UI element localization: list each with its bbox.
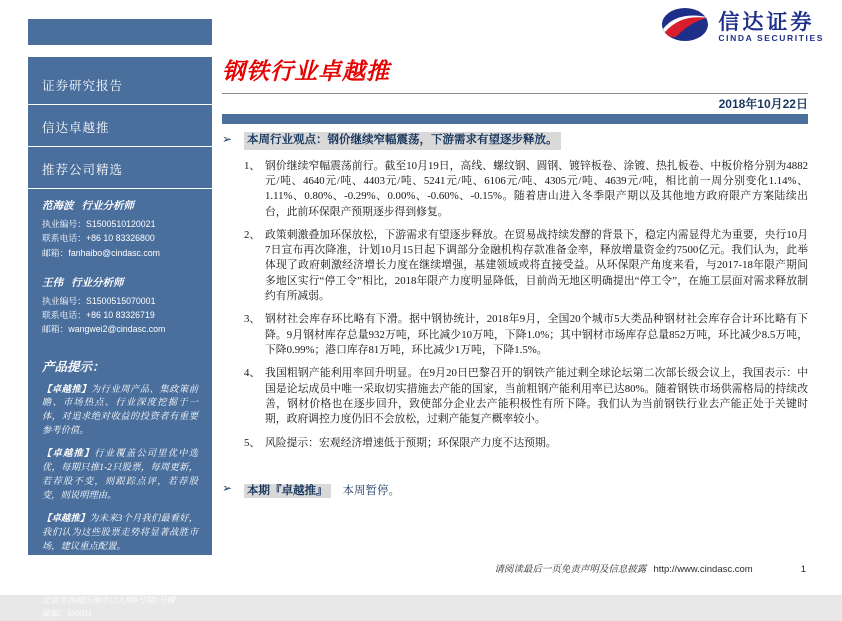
- report-body: [222, 159, 808, 452]
- sidebar: [28, 57, 212, 619]
- closing-issue-note: 本周暂停。: [342, 485, 400, 498]
- sidebar-item-series-name: 信达卓越推: [28, 105, 212, 147]
- weekly-view-row: [222, 132, 808, 150]
- report-paragraph: [244, 159, 808, 220]
- product-tip: [42, 448, 198, 504]
- tip-text: 为行业周产品、集政策前瞻、市场热点、行业深度挖掘于一体，对追求绝对收益的投资者有重要参考价值。: [42, 384, 199, 437]
- paragraph-text: 我国粗钢产能利用率回升明显。在9月20日巴黎召开的钢铁产能过剩全球论坛第二次部长级会议上，我国表示：中国是论坛成员中唯一采取切实措施去产能的国家，当前粗钢产能利用率已达80%。随着钢铁市场供需格局的持续改善，钢材价格也在逐步回升，致使部分企业去产能积极性有所下降。我们认为当前钢铁行业去产能正处于关键时期，政府调控力度仍旧不会放松，过剩产能复产概率较小。: [265, 367, 808, 426]
- report-paragraph: [244, 366, 808, 427]
- sidebar-top-bar: [28, 19, 212, 45]
- logo-name-cn: 信达证券: [718, 9, 815, 34]
- report-paragraph: [244, 312, 808, 358]
- page-title: 钢铁行业卓越推: [222, 59, 390, 84]
- logo-name-en: CINDA SECURITIES: [718, 33, 824, 44]
- arrow-bullet-icon: ➢: [222, 132, 233, 146]
- report-paragraph: [244, 436, 808, 451]
- analyst-license: 执业编号：S1500515070001: [42, 295, 156, 306]
- footer-url-link[interactable]: http://www.cindasc.com: [653, 564, 753, 575]
- arrow-bullet-icon: ➢: [222, 481, 233, 496]
- tip-tag: 【卓越推】: [42, 449, 95, 460]
- paragraph-number: 4、: [244, 367, 261, 380]
- paragraph-text: 政策刺激叠加环保放松，下游需求有望逐步释放。在贸易战持续发酵的背景下，稳定内需显得尤为重要，央行10月7日宣布再次降准，计划10月15日起下调部分金融机构存款准备金率，释放增量资金约7500亿元。我们认为，此举体现了政府刺激经济增长力度在继续增强，基建领域或将直接受益。从环保限产角度来看，与2017-18年限产期间多地区实行“停工令”相比，2018年限产力度明显降低，目前尚无地区明确提出“停工令”，在施工层面对需求释放制约有所减弱。: [265, 228, 808, 303]
- closing-issue-tag: 本期『卓越推』: [244, 484, 331, 498]
- analyst-name: 范海波: [42, 201, 74, 212]
- analyst-phone: 联系电话：+86 10 83326800: [42, 233, 155, 244]
- analyst-license: 执业编号：S1500510120021: [42, 219, 156, 229]
- analyst-name: 王伟: [42, 277, 63, 289]
- analyst-card: [28, 189, 212, 260]
- analyst-name-line: [42, 198, 198, 213]
- company-name-en: CINDA SECURITIES CO.,LTD: [42, 581, 154, 592]
- page-footer: [222, 561, 808, 575]
- section-divider-bar: [222, 114, 808, 124]
- report-paragraph: [244, 228, 808, 305]
- tip-text: 为未来3个月我们最看好，我们认为这些股票走势将显著战胜市场，建议重点配置。: [42, 514, 198, 552]
- analyst-name-line: [42, 275, 198, 290]
- analyst-phone: 联系电话：+86 10 83326719: [42, 310, 155, 320]
- paragraph-number: 5、: [244, 436, 261, 449]
- closing-row: [222, 481, 808, 499]
- sidebar-item-picks: 推荐公司精选: [28, 147, 212, 189]
- paragraph-text: 钢材社会库存环比略有下滑。据中钢协统计，2018年9月，全国20个城市5大类品种钢材社会库存合计环比略有下降。9月钢材库存总量932万吨，环比减少10万吨，下降1.0%；其中钢材市场库存总量852万吨，环比减少8.5万吨，下降0.99%；港口库存81万吨，环比减少1万吨，下降1.5%。: [265, 313, 808, 357]
- title-divider: [222, 93, 808, 94]
- tip-tag: 【卓越推】: [42, 384, 91, 395]
- analyst-email: 邮箱：fanhaibo@cindasc.com: [42, 247, 160, 258]
- company-address-block: [28, 567, 212, 621]
- analyst-role: 行业分析师: [71, 277, 124, 289]
- paragraph-text: 风险提示：宏观经济增速低于预期；环保限产力度不达预期。: [265, 436, 557, 449]
- weekly-view-headline: 本周行业观点：钢价继续窄幅震荡，下游需求有望逐步释放。: [244, 132, 561, 150]
- product-tip: [42, 513, 198, 555]
- tip-tag: 【卓越推】: [42, 514, 90, 524]
- paragraph-number: 2、: [244, 228, 261, 241]
- product-tips: [28, 357, 212, 555]
- company-postcode: 邮编：100031: [42, 609, 92, 619]
- analyst-card: [28, 266, 212, 337]
- main-content: [222, 0, 808, 499]
- product-tip: [42, 384, 198, 440]
- paragraph-number: 3、: [244, 313, 261, 326]
- footer-disclaimer: 请阅读最后一页免责声明及信息披露: [494, 565, 647, 575]
- sidebar-item-report-type: 证券研究报告: [28, 57, 212, 105]
- paragraph-number: 1、: [244, 159, 261, 172]
- report-date: 2018年10月22日: [718, 97, 808, 111]
- product-tips-heading: 产品提示：: [42, 359, 105, 374]
- company-address: 北京市西城区闹市口大街9号院1号楼: [42, 595, 175, 605]
- company-name-cn: 信达证券股份有限公司: [42, 568, 125, 578]
- tip-text: 行业覆盖公司里优中选优，每期只推1-2只股票，每周更新，若荐股不变，则跟踪点评，若荐股变，则说明理由。: [42, 449, 199, 502]
- paragraph-text: 钢价继续窄幅震荡前行。截至10月19日，高线、螺纹钢、圆钢、镀锌板卷、涂镀、热扎板卷、中板价格分别为4882元/吨、4640元/吨、4403元/吨、5241元/吨、6106元/吨、4305元/吨、4639元/吨，相比前一周分别变化1.14%、1.11%、0.80%、-0.29%、0.00%、-0.60%、-0.15%。随着唐山进入冬季限产期以及其他地方政府限产方案陆续出台，此前环保限产预期逐步得到修复。: [265, 159, 808, 218]
- page-number: 1: [800, 564, 806, 575]
- analyst-email: 邮箱：wangwei2@cindasc.com: [42, 324, 166, 335]
- analyst-role: 行业分析师: [81, 201, 134, 212]
